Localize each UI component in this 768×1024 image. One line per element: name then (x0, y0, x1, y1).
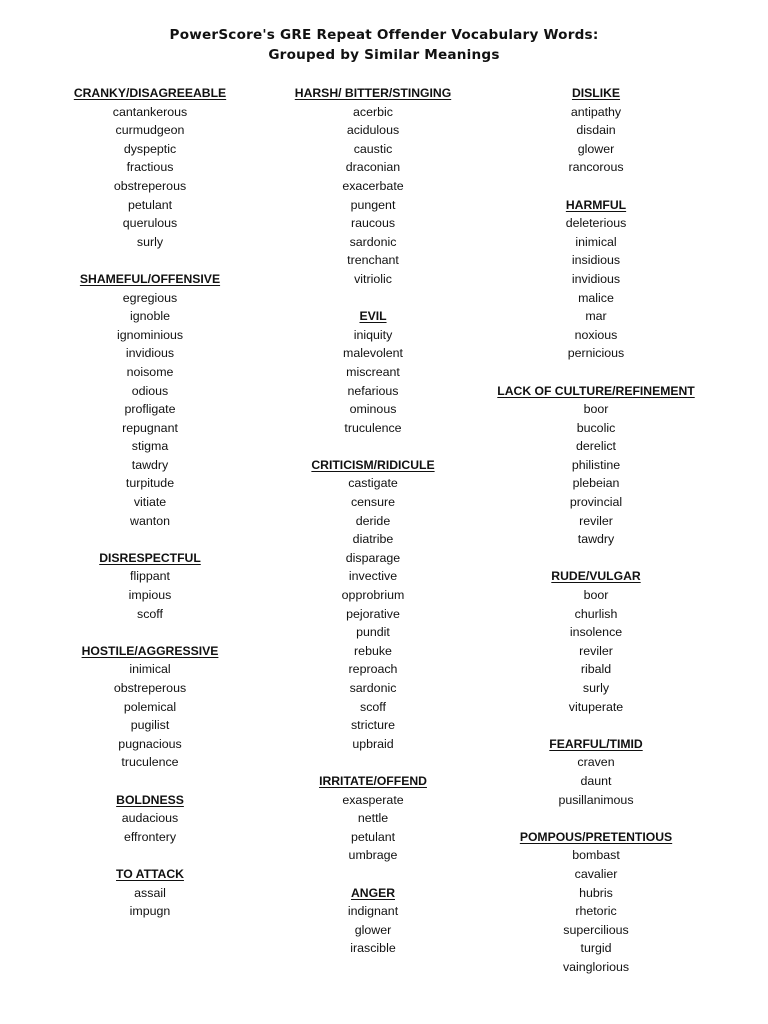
vocab-word: disparage (345, 550, 401, 565)
vocab-word: rancorous (568, 160, 624, 175)
vocab-word: miscreant (346, 364, 400, 379)
vocab-word: raucous (350, 216, 396, 231)
column-1 (35, 84, 265, 939)
vocab-word: opprobrium (341, 588, 405, 603)
vocab-word: acidulous (346, 123, 400, 138)
group-heading: DISLIKE (571, 86, 621, 100)
vocab-word: truculence (121, 755, 179, 770)
vocab-word: invidious (571, 271, 621, 286)
vocab-word: caustic (353, 141, 393, 156)
vocab-word: stricture (350, 718, 396, 733)
vocab-word: pugilist (130, 718, 170, 733)
vocab-word: acerbic (353, 104, 393, 119)
vocab-word: sardonic (349, 234, 397, 249)
vocab-word: censure (350, 495, 396, 510)
vocab-word: impugn (129, 904, 171, 919)
word-group (258, 456, 488, 754)
vocab-word: pugnacious (118, 736, 182, 751)
vocab-word: dyspeptic (123, 141, 177, 156)
page-title (0, 25, 768, 65)
group-heading: BOLDNESS (116, 792, 184, 807)
vocab-word: vitriolic (354, 271, 392, 286)
vocab-word: reproach (348, 662, 398, 677)
word-group (481, 196, 711, 363)
word-group (35, 791, 265, 847)
vocab-word: invective (348, 569, 398, 584)
vocab-word: exasperate (342, 792, 404, 807)
word-group (258, 307, 488, 437)
vocab-word: noxious (574, 327, 618, 342)
vocab-word: ribald (580, 662, 612, 677)
vocab-word: irascible (350, 941, 396, 956)
vocab-word: rebuke (354, 643, 392, 658)
vocab-word: vituperate (568, 699, 624, 714)
vocab-word: flippant (130, 569, 170, 584)
vocab-word: truculence (344, 420, 402, 435)
word-group (481, 735, 711, 809)
group-heading: HOSTILE/AGGRESSIVE (81, 643, 219, 658)
vocab-word: tawdry (577, 532, 615, 547)
vocab-word: petulant (127, 197, 173, 212)
vocab-word: ominous (349, 402, 397, 417)
vocab-word: surly (582, 681, 610, 695)
vocab-word: insolence (569, 625, 623, 640)
vocab-word: pundit (356, 625, 390, 640)
group-heading: CRITICISM/RIDICULE (311, 457, 435, 472)
vocab-word: glower (577, 141, 615, 156)
word-group (258, 84, 488, 289)
vocab-word: odious (131, 383, 169, 398)
vocab-word: malice (578, 290, 614, 305)
vocab-word: tawdry (131, 457, 169, 472)
group-heading: FEARFUL/TIMID (549, 736, 643, 751)
vocab-word: boor (583, 402, 609, 417)
vocab-word: stigma (131, 439, 169, 454)
vocab-word: inimical (129, 662, 171, 677)
vocab-word: churlish (574, 606, 618, 621)
vocab-word: profligate (124, 402, 176, 417)
group-heading: EVIL (359, 309, 387, 324)
vocab-word: draconian (345, 160, 401, 175)
group-heading: ANGER (350, 885, 395, 900)
word-group (35, 270, 265, 530)
vocab-word: reviler (579, 513, 613, 528)
vocab-word: craven (577, 755, 615, 770)
vocab-word: deride (355, 513, 391, 528)
vocab-word: turpitude (125, 476, 175, 491)
word-group (35, 549, 265, 623)
vocab-word: wanton (130, 513, 170, 528)
vocab-word: repugnant (122, 420, 178, 435)
vocab-word: turgid (580, 941, 612, 956)
vocab-word: mar (585, 309, 607, 324)
vocab-word: pusillanimous (558, 792, 634, 807)
vocab-word: indignant (347, 904, 399, 919)
vocab-word: bucolic (576, 420, 616, 435)
vocab-word: umbrage (348, 848, 398, 863)
vocab-word: ignoble (130, 309, 170, 324)
vocab-word: exacerbate (342, 178, 404, 193)
vocab-word: sardonic (349, 681, 397, 695)
group-heading: IRRITATE/OFFEND (319, 773, 427, 788)
group-heading: RUDE/VULGAR (551, 569, 641, 584)
group-heading: POMPOUS/PRETENTIOUS (519, 829, 673, 844)
word-group (258, 772, 488, 865)
vocab-word: fractious (126, 160, 174, 175)
vocab-word: inimical (575, 234, 617, 249)
vocab-word: pernicious (567, 346, 625, 361)
vocab-word: cavalier (574, 866, 618, 881)
group-heading: TO ATTACK (116, 866, 184, 881)
vocab-word: philistine (571, 457, 621, 472)
vocab-word: polemical (123, 699, 177, 714)
vocab-word: noisome (126, 364, 174, 379)
group-heading: LACK OF CULTURE/REFINEMENT (497, 383, 695, 398)
group-heading: DISRESPECTFUL (99, 550, 201, 565)
vocab-word: insidious (571, 253, 621, 268)
vocab-word: pungent (350, 197, 396, 212)
group-heading: CRANKY/DISAGREEABLE (73, 86, 227, 100)
vocab-word: pejorative (346, 606, 400, 621)
vocab-word: nefarious (347, 383, 399, 398)
group-heading: HARMFUL (565, 197, 627, 212)
word-group (481, 828, 711, 977)
vocab-word: reviler (579, 643, 613, 658)
vocab-word: disdain (576, 123, 616, 138)
word-group (481, 84, 711, 177)
vocab-word: obstreperous (113, 681, 187, 695)
vocab-word: plebeian (572, 476, 620, 491)
title-line-1: PowerScore's GRE Repeat Offender Vocabulary Words: (169, 27, 599, 43)
vocab-word: bombast (572, 848, 620, 863)
vocab-word: audacious (121, 811, 179, 826)
word-group (35, 865, 265, 921)
vocab-word: curmudgeon (115, 123, 185, 138)
group-heading: SHAMEFUL/OFFENSIVE (79, 271, 221, 286)
vocab-word: obstreperous (113, 178, 187, 193)
vocab-word: diatribe (352, 532, 394, 547)
title-line-2: Grouped by Similar Meanings (268, 47, 500, 63)
vocab-word: petulant (350, 829, 396, 844)
word-group (35, 84, 265, 251)
word-group (481, 567, 711, 716)
vocab-word: scoff (137, 606, 163, 621)
vocab-word: derelict (576, 439, 616, 454)
vocab-word: supercilious (563, 922, 629, 937)
vocab-word: ignominious (116, 327, 184, 342)
vocab-word: glower (354, 922, 392, 937)
vocab-word: daunt (580, 773, 612, 788)
vocab-word: surly (136, 234, 164, 249)
word-group (35, 642, 265, 772)
vocab-word: trenchant (347, 253, 399, 268)
column-3 (481, 84, 711, 995)
word-group (481, 382, 711, 549)
vocab-word: effrontery (123, 829, 177, 844)
vocab-word: antipathy (570, 104, 622, 119)
vocab-word: assail (134, 885, 166, 900)
vocab-word: provincial (569, 495, 623, 510)
column-2 (258, 84, 488, 977)
vocab-word: nettle (357, 811, 389, 826)
vocab-word: deleterious (565, 216, 627, 231)
vocab-word: impious (128, 588, 172, 603)
vocab-word: malevolent (343, 346, 403, 361)
vocab-word: cantankerous (112, 104, 188, 119)
vocab-word: scoff (360, 699, 386, 714)
word-group (258, 884, 488, 958)
vocab-word: rhetoric (575, 904, 617, 919)
vocab-word: vainglorious (562, 959, 630, 974)
vocab-word: egregious (122, 290, 178, 305)
group-heading: HARSH/ BITTER/STINGING (294, 86, 452, 100)
vocab-word: iniquity (353, 327, 393, 342)
vocab-word: castigate (348, 476, 398, 491)
vocab-word: querulous (122, 216, 178, 231)
vocab-word: hubris (579, 885, 613, 900)
vocab-word: invidious (125, 346, 175, 361)
vocab-word: boor (583, 588, 609, 603)
vocab-word: vitiate (133, 495, 167, 510)
vocab-word: upbraid (352, 736, 394, 751)
